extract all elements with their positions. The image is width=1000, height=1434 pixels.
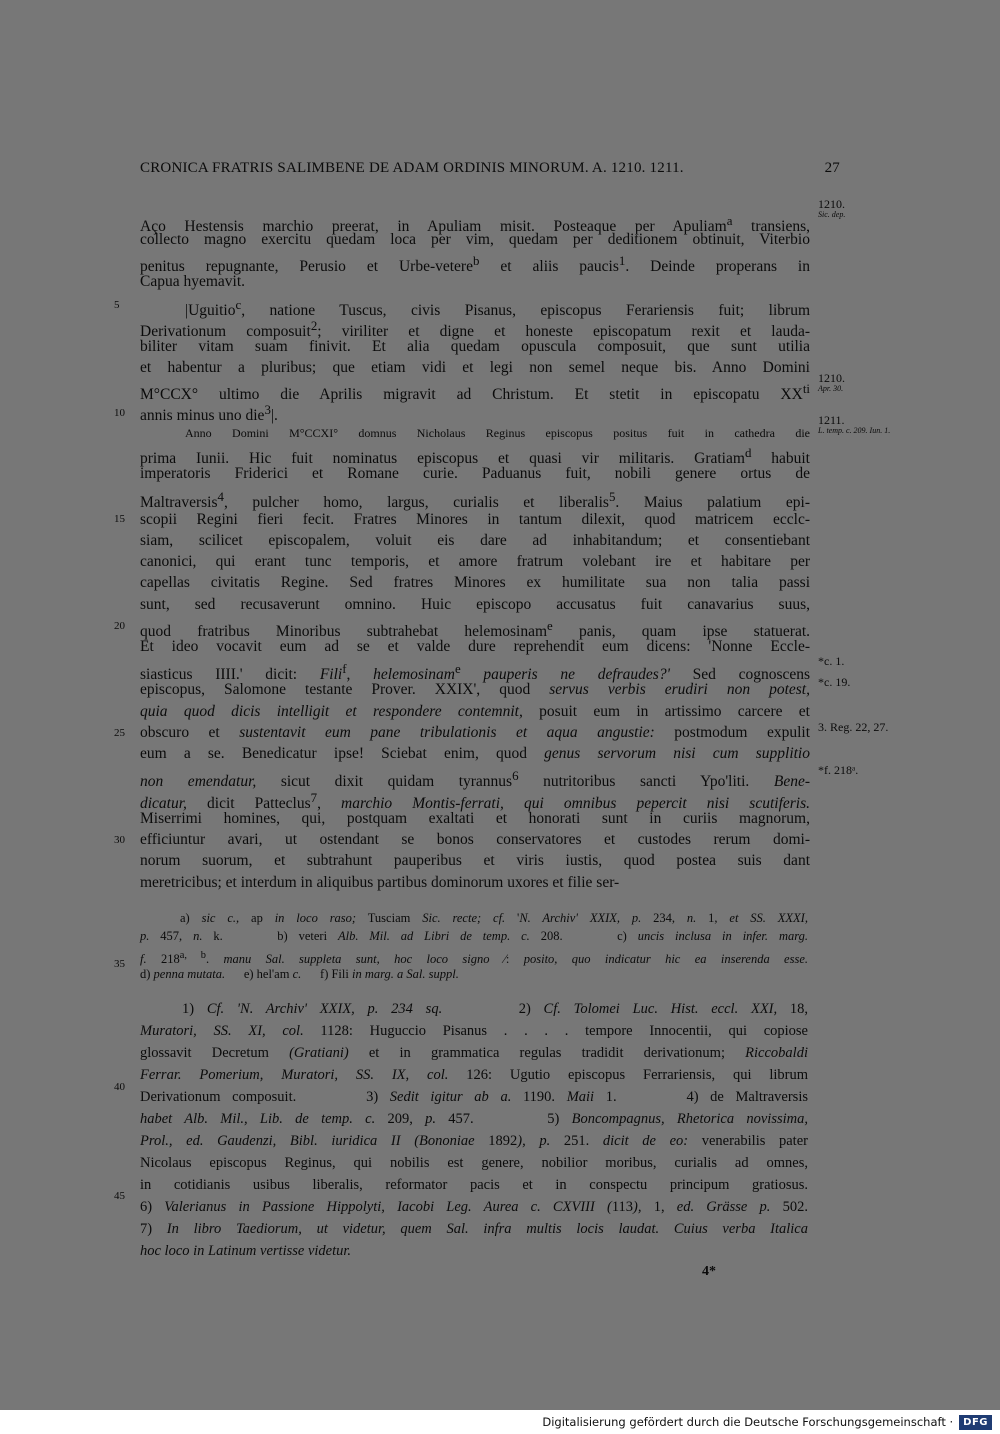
text-line: collecto magno exercitu quedam loca per vim, quedam per deditionem obtinuit, Viterbio xyxy=(140,231,810,248)
text-line: biliter vitam suam finivit. Et alia quedam opuscula composuit, que sunt utilia xyxy=(140,338,810,355)
margin-note xyxy=(818,655,844,667)
text-line: episcopus, Salomone testante Prover. XXIX', quod servus verbis erudiri non potest, xyxy=(140,681,810,698)
apparatus-line: f. 218$^{a, b}$. manu Sal. suppleta sunt, hoc loco signo ⁄: posito, quo indicatur hic ea inserenda esse. xyxy=(140,950,809,967)
text-line: Et ideo vocavit eum ad se et valde dure reprehendit eum dicens: 'Nonne Eccle- xyxy=(140,638,810,655)
text-line: meretricibus; et interdum in aliquibus partibus dominorum uxores et filie ser- xyxy=(140,874,620,891)
footnote-line: 1) Cf. 'N. Archiv' XXIX, p. 234 sq. 2) Cf. Tolomei Luc. Hist. eccl. XXI, 18, xyxy=(182,1001,809,1017)
text-line: Aço Hestensis marchio preerat, in Apuliam misit. Posteaque per Apuliam$^a$ transiens, xyxy=(140,213,810,236)
footnote-line: in cotidianis usibus liberalis, reformator pacis et in conspectu principum gratiosus. xyxy=(140,1177,808,1193)
text-line: sunt, sed recusaverunt omnino. Huic episcopo accusatus fuit canavarius suus, xyxy=(140,596,810,613)
margin-note-sub: L. temp. c. 209. Iun. 1. xyxy=(818,426,891,435)
margin-note-main: *f. 218ᵃ. xyxy=(818,763,859,777)
text-line: quod fratribus Minoribus subtrahebat helemosinam$^e$ panis, quam ipse statuerat. xyxy=(140,618,810,641)
margin-note-sub: Sic. dep. xyxy=(818,210,846,219)
footnote-line: Derivationum composuit. 3) Sedit igitur ab a. 1190. Maii 1. 4) de Maltraversis xyxy=(140,1089,808,1105)
text-line: Capua hyemavit. xyxy=(140,273,246,290)
footnote-line: 7) In libro Taediorum, ut videtur, quem Sal. infra multis locis laudat. Cuius verba Italica xyxy=(140,1221,808,1237)
footnote-line: glossavit Decretum (Gratiani) et in grammatica regulas tradidit derivationum; Riccobaldi xyxy=(140,1045,808,1061)
text-line: capellas civitatis Regine. Sed fratres Minores ex humilitate sua non talia passi xyxy=(140,574,810,591)
margin-note-main: 1210. xyxy=(818,197,845,211)
page-number: 27 xyxy=(824,160,840,176)
text-line: canonici, qui erant tunc temporis, et amore fratrum volebant ire et habitare per xyxy=(140,553,810,570)
text-line: Miserrimi homines, qui, postquam exaltati et honorati sunt in curiis magnorum, xyxy=(140,810,810,827)
text-line: prima Iunii. Hic fuit nominatus episcopus et quasi vir militaris. Gratiam$^d$ habuit xyxy=(140,445,810,468)
text-line: annis minus uno die$^3$|. xyxy=(140,402,278,425)
footnote-line: Ferrar. Pomerium, Muratori, SS. IX, col. 126: Ugutio episcopus Ferrariensis, qui librum xyxy=(140,1067,809,1083)
line-number: 45 xyxy=(114,1190,125,1202)
text-line: eum a se. Benedicatur ipse! Sciebat enim, quod genus servorum nisi cum supplitio xyxy=(140,745,810,762)
line-number: 15 xyxy=(114,513,125,525)
text-line: dicatur, dicit Patteclus$^7$, marchio Montis-ferrati, qui omnibus pepercit nisi scutiferis. xyxy=(140,790,810,813)
margin-note xyxy=(818,676,850,688)
footnote-line: Prol., ed. Gaudenzi, Bibl. iuridica II (Bononiae 1892), p. 251. dicit de eo: venerabilis pater xyxy=(140,1133,808,1149)
line-number: 20 xyxy=(114,620,125,632)
text-line: imperatoris Friderici et Romane curie. Paduanus fuit, nobili genere ortus de xyxy=(140,465,810,482)
margin-note-main: *c. 19. xyxy=(818,675,851,689)
margin-note xyxy=(818,198,845,219)
line-number: 25 xyxy=(114,727,125,739)
line-number: 10 xyxy=(114,407,125,419)
footnote-line: Muratori, SS. XI, col. 1128: Huguccio Pisanus . . . . tempore Innocentii, qui copiose xyxy=(140,1023,808,1039)
text-line: et habentur a pluribus; que etiam vidi et legi non semel neque bis. Anno Domini xyxy=(140,359,810,376)
text-line: penitus repugnante, Perusio et Urbe-vetere$^b$ et aliis paucis$^1$. Deinde properans in xyxy=(140,253,810,276)
text-line: obscuro et sustentavit eum pane tribulationis et aqua angustie: postmodum expulit xyxy=(140,724,811,741)
margin-note-main: 1210. xyxy=(818,371,845,385)
line-number: 5 xyxy=(114,299,120,311)
text-line: norum suorum, et subtrahunt pauperibus et viris iustis, quod postea suis dant xyxy=(140,852,810,869)
text-line: Derivationum composuit$^2$; viriliter et digne et honeste episcopatum rexit et lauda- xyxy=(140,318,811,341)
text-line: Maltraversis$^4$, pulcher homo, largus, curialis et liberalis$^5$. Maius palatium epi- xyxy=(140,489,810,512)
text-line: efficiuntur avari, ut ostendant se bonos conservatores et custodes rerum domi- xyxy=(140,831,810,848)
digitization-footer xyxy=(0,1410,1000,1434)
margin-note xyxy=(818,764,858,776)
margin-note xyxy=(818,721,888,733)
running-title: CRONICA FRATRIS SALIMBENE DE ADAM ORDINIS MINORUM. A. 1210. 1211. xyxy=(140,160,684,176)
text-line: Anno Domini M°CCXI° domnus Nicholaus Reginus episcopus positus fuit in cathedra die xyxy=(185,426,810,440)
margin-note-sub: Apr. 30. xyxy=(818,384,844,393)
text-line: siasticus IIII.' dicit: Fili$^f$, helemosinam$^e$ pauperis ne defraudes?' Sed cognoscens xyxy=(140,661,811,684)
footer-credit: Digitalisierung gefördert durch die Deutsche Forschungsgemeinschaft · xyxy=(542,1415,954,1429)
apparatus-line: d) penna mutata. e) hel'am c. f) Fili in marg. a Sal. suppl. xyxy=(140,967,459,981)
text-line: |Uguitio$^c$, natione Tuscus, civis Pisanus, episcopus Ferariensis fuit; librum xyxy=(185,297,810,320)
text-line: scopii Regini fieri fecit. Fratres Minores in tantum dilexit, quod matricem ecclc- xyxy=(140,511,810,528)
margin-note-main: *c. 1. xyxy=(818,654,845,668)
text-line: M°CCX° ultimo die Aprilis migravit ad Christum. Et stetit in episcopatu $XX^{ti}$ xyxy=(140,381,810,404)
apparatus-line: p. 457, n. k. b) veteri Alb. Mil. ad Libri de temp. c. 208. c) uncis inclusa in infer. marg. xyxy=(140,929,809,943)
apparatus-line: a) sic c., ap in loco raso; Tusciam Sic. recte; cf. 'N. Archiv' XXIX, p. 234, n. 1, et SS. XXXI, xyxy=(180,911,808,925)
dfg-logo: DFG xyxy=(959,1415,992,1430)
footnote-line: Nicolaus episcopus Reginus, qui nobilis est genere, nobilior moribus, curialis ad omnes, xyxy=(140,1155,808,1171)
margin-note-main: 1211. xyxy=(818,413,845,427)
line-number: 35 xyxy=(114,958,125,970)
line-number: 30 xyxy=(114,834,125,846)
margin-note-main: 3. Reg. 22, 27. xyxy=(818,720,889,734)
margin-note xyxy=(818,414,890,435)
footnote-line: 6) Valerianus in Passione Hippolyti, Iacobi Leg. Aurea c. CXVIII (113), 1, ed. Grässe p. 502. xyxy=(140,1199,808,1215)
line-number: 40 xyxy=(114,1081,125,1093)
signature-mark: 4* xyxy=(702,1264,716,1279)
text-line: non emendatur, sicut dixit quidam tyrannus$^6$ nutritoribus sancti Ypo'liti. Bene- xyxy=(140,768,810,791)
footnote-line: habet Alb. Mil., Lib. de temp. c. 209, p. 457. 5) Boncompagnus, Rhetorica novissima, xyxy=(140,1111,808,1127)
text-line: siam, scilicet episcopalem, voluit eis dare ad inhabitandum; et consentiebant xyxy=(140,532,810,549)
margin-note xyxy=(818,372,845,393)
footnote-line: hoc loco in Latinum vertisse videtur. xyxy=(140,1243,352,1259)
text-line: quia quod dicis intelligit et respondere contemnit, posuit eum in artissimo carcere et xyxy=(140,703,810,720)
running-header xyxy=(140,160,840,177)
